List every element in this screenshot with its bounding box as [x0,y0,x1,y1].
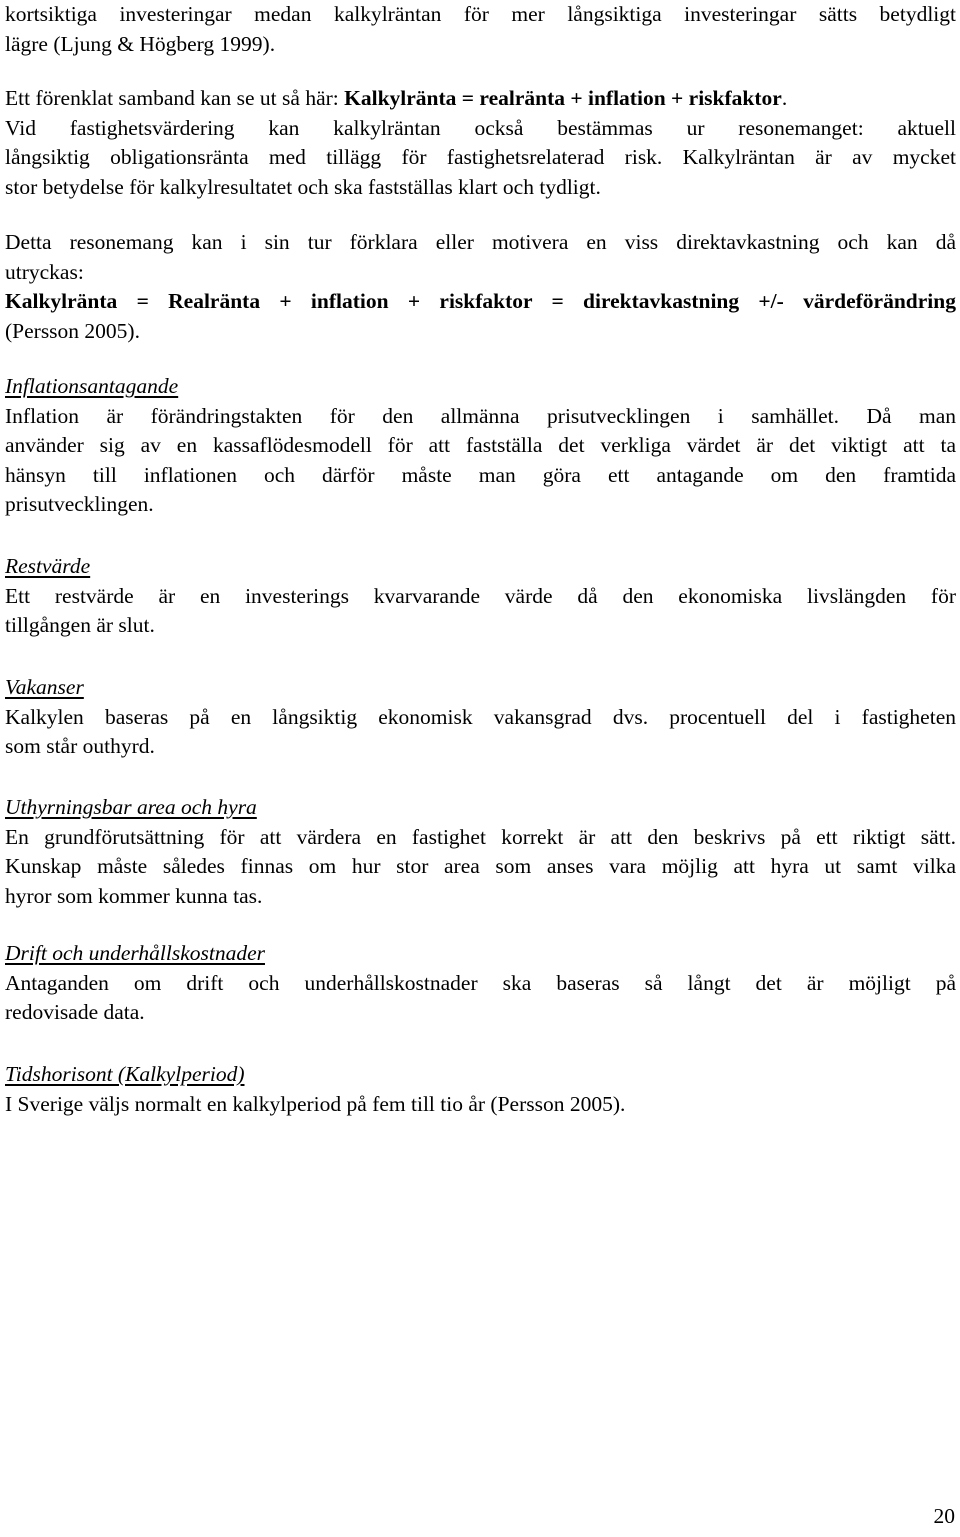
direct-yield-line-2: utryckas: [5,259,84,284]
direct-yield-line-3 [5,287,956,317]
section-line: Kunskap måste således finnas om hur stor area som anses vara möjlig att hyra ut samt vilka [5,854,956,878]
section-line: tillgången är slut. [5,613,155,637]
section-vakanser [5,673,956,762]
section-line: använder sig av en kassaflödesmodell för att fastställa det verkliga värdet är det viktigt att ta [5,433,956,457]
section-line: I Sverige väljs normalt en kalkylperiod på fem till tio år (Persson 2005). [5,1091,626,1116]
section-tidshorisont [5,1060,956,1119]
direct-yield-line-1: Detta resonemang kan i sin tur förklara eller motivera en viss direktavkastning och kan då [5,230,956,254]
section-heading: Uthyrningsbar area och hyra [5,795,257,819]
section-heading: Drift och underhållskostnader [5,941,265,965]
section-line: som står outhyrd. [5,734,155,758]
section-uthyrningsbar-area [5,793,956,911]
section-line: prisutvecklingen. [5,492,154,516]
section-line: Kalkylen baseras på en långsiktig ekonomisk vakansgrad dvs. procentuell del i fastigheten [5,704,956,729]
formula-line-1-bold: Kalkylränta = realränta + inflation + riskfaktor [344,86,782,110]
section-inflationsantagande [5,372,956,520]
formula-line-2: Vid fastighetsvärdering kan kalkylräntan också bestämmas ur resonemanget: aktuell [5,115,956,140]
section-heading: Vakanser [5,675,84,699]
formula-line-1 [5,84,956,114]
formula-line-1-suffix: . [781,86,788,110]
section-line: hyror som kommer kunna tas. [5,883,263,908]
section-line: Ett restvärde är en investerings kvarvarande värde då den ekonomiska livslängden för [5,583,956,608]
formula-paragraph [5,84,956,202]
section-line: En grundförutsättning för att värdera en fastighet korrekt är att den beskrivs på ett riktigt sätt. [5,824,956,849]
formula-line-4: stor betydelse för kalkylresultatet och ska fastställas klart och tydligt. [5,174,601,199]
section-heading: Restvärde [5,554,91,578]
section-line: Inflation är förändringstakten för den allmänna prisutvecklingen i samhället. Då man [5,403,956,428]
section-heading: Inflationsantagande [5,374,179,398]
intro-paragraph [5,0,956,59]
direct-yield-paragraph [5,228,956,346]
page-number: 20 [933,1504,955,1528]
formula-line-1-prefix: Ett förenklat samband kan se ut så här: [5,86,345,110]
intro-line-2: lägre (Ljung & Högberg 1999). [5,31,276,56]
section-line: Antaganden om drift och underhållskostnader ska baseras så långt det är möjligt på [5,970,956,995]
formula-line-3: långsiktig obligationsränta med tillägg för fastighetsrelaterad risk. Kalkylräntan är av mycket [5,145,956,169]
direct-yield-formula: Kalkylränta = Realränta + inflation + riskfaktor = direktavkastning +/- värdeförändring [5,289,956,313]
section-drift-underhall [5,939,956,1028]
section-line: hänsyn till inflationen och därför måste man göra ett antagande om den framtida [5,462,956,487]
intro-line-1: kortsiktiga investeringar medan kalkylräntan för mer långsiktiga investeringar sätts betydligt [5,2,956,26]
section-restvarde [5,552,956,641]
direct-yield-line-4: (Persson 2005). [5,318,140,343]
section-line: redovisade data. [5,1000,145,1024]
section-heading: Tidshorisont (Kalkylperiod) [5,1062,245,1086]
